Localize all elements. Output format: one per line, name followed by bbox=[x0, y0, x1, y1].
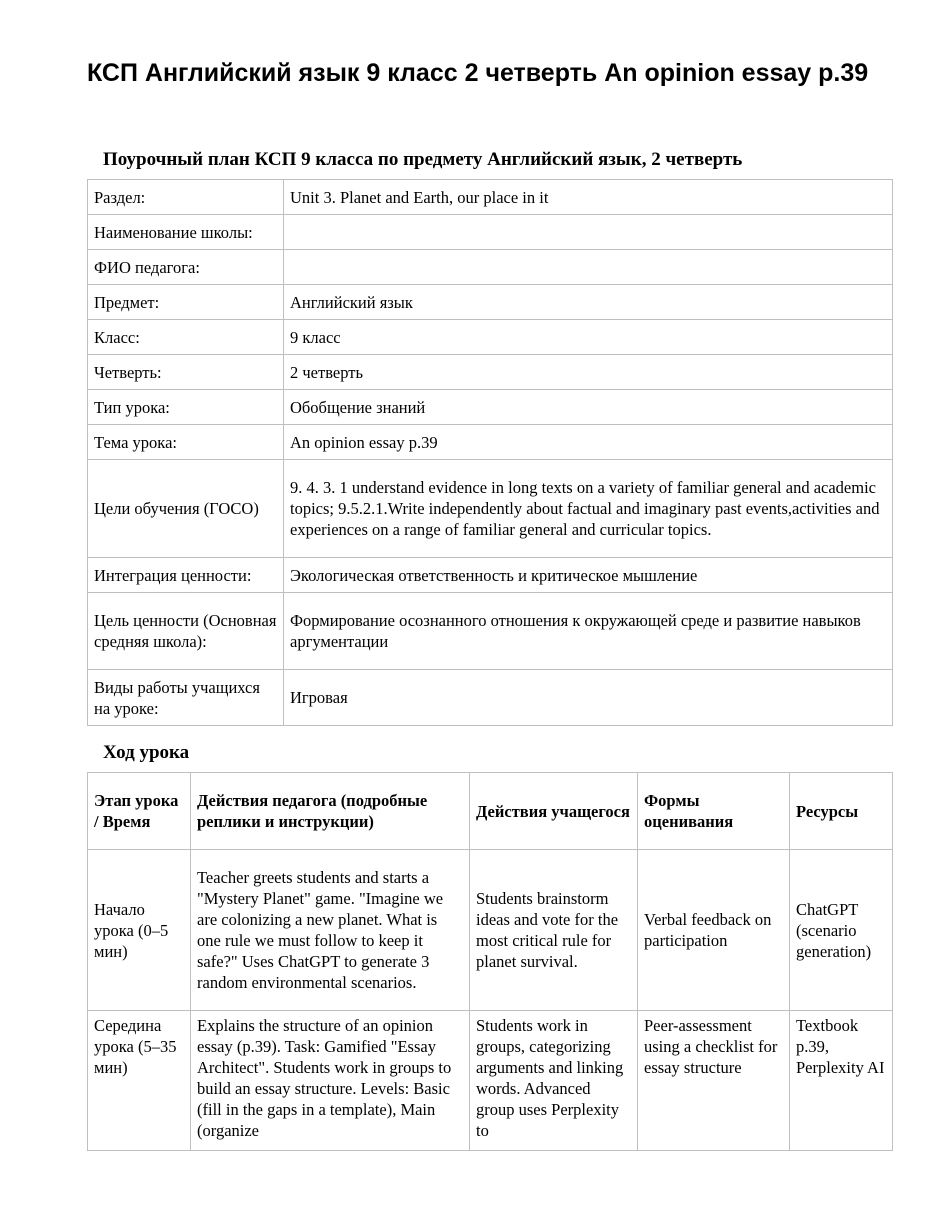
info-value bbox=[284, 215, 893, 250]
header-stage: Этап урока / Время bbox=[88, 773, 191, 850]
info-row-section bbox=[88, 180, 893, 215]
info-value: 9. 4. 3. 1 understand evidence in long texts on a variety of familiar general and academic topics; 9.5.2.1.Write independently about factual and imaginary past events,activities and experiences on a range of familiar general and curricular topics. bbox=[284, 460, 893, 558]
lesson-plan-heading: Поурочный план КСП 9 класса по предмету Английский язык, 2 четверть bbox=[103, 149, 743, 170]
info-label: Предмет: bbox=[88, 285, 284, 320]
info-value: 9 класс bbox=[284, 320, 893, 355]
info-label: Интеграция ценности: bbox=[88, 558, 284, 593]
info-row-value-integration bbox=[88, 558, 893, 593]
info-row-teacher bbox=[88, 250, 893, 285]
lesson-flow-table bbox=[87, 772, 893, 1151]
student-actions-cell bbox=[470, 1011, 638, 1151]
info-value: Формирование осознанного отношения к окружающей среде и развитие навыков аргументации bbox=[284, 593, 893, 670]
resources-text: Textbook p.39, Perplexity AI bbox=[796, 1016, 885, 1077]
flow-header-row bbox=[88, 773, 893, 850]
stage-text: Середина урока (5–35 мин) bbox=[94, 1016, 177, 1077]
assessment-cell: Verbal feedback on participation bbox=[638, 850, 790, 1011]
info-row-lesson-type bbox=[88, 390, 893, 425]
header-teacher-actions: Действия педагога (подробные реплики и инструкции) bbox=[191, 773, 470, 850]
info-value: Обобщение знаний bbox=[284, 390, 893, 425]
info-label: Четверть: bbox=[88, 355, 284, 390]
info-label: Наименование школы: bbox=[88, 215, 284, 250]
stage-cell: Начало урока (0–5 мин) bbox=[88, 850, 191, 1011]
info-label: Класс: bbox=[88, 320, 284, 355]
info-row-grade bbox=[88, 320, 893, 355]
resources-cell: ChatGPT (scenario generation) bbox=[790, 850, 893, 1011]
info-row-quarter bbox=[88, 355, 893, 390]
assessment-text: Peer-assessment using a checklist for essay structure bbox=[644, 1016, 778, 1077]
info-value bbox=[284, 250, 893, 285]
lesson-flow-heading: Ход урока bbox=[103, 742, 190, 763]
info-row-school bbox=[88, 215, 893, 250]
info-label: Тема урока: bbox=[88, 425, 284, 460]
info-row-value-goal bbox=[88, 593, 893, 670]
info-row-learning-goals bbox=[88, 460, 893, 558]
resources-cell bbox=[790, 1011, 893, 1151]
header-assessment: Формы оценивания bbox=[638, 773, 790, 850]
document-title: КСП Английский язык 9 класс 2 четверть An opinion essay p.39 bbox=[87, 59, 869, 87]
info-value: Игровая bbox=[284, 670, 893, 726]
info-value: Экологическая ответственность и критическое мышление bbox=[284, 558, 893, 593]
info-value: Английский язык bbox=[284, 285, 893, 320]
info-value: Unit 3. Planet and Earth, our place in it bbox=[284, 180, 893, 215]
info-label: Тип урока: bbox=[88, 390, 284, 425]
info-row-subject bbox=[88, 285, 893, 320]
header-resources: Ресурсы bbox=[790, 773, 893, 850]
flow-row-start bbox=[88, 850, 893, 1011]
info-row-work-types bbox=[88, 670, 893, 726]
info-label: ФИО педагога: bbox=[88, 250, 284, 285]
info-value: 2 четверть bbox=[284, 355, 893, 390]
teacher-actions-text: Explains the structure of an opinion essay (p.39). Task: Gamified "Essay Architect". Students work in groups to build an essay structure. Levels: Basic (fill in the gaps in a template), Main (organize bbox=[197, 1016, 452, 1140]
teacher-actions-cell: Teacher greets students and starts a "Mystery Planet" game. "Imagine we are colonizing a new planet. What is one rule we must follow to keep it safe?" Uses ChatGPT to generate 3 random environmental scenarios. bbox=[191, 850, 470, 1011]
assessment-cell bbox=[638, 1011, 790, 1151]
info-row-topic bbox=[88, 425, 893, 460]
student-actions-cell: Students brainstorm ideas and vote for the most critical rule for planet survival. bbox=[470, 850, 638, 1011]
info-label: Цель ценности (Основная средняя школа): bbox=[88, 593, 284, 670]
info-label: Виды работы учащихся на уроке: bbox=[88, 670, 284, 726]
lesson-info-table bbox=[87, 179, 893, 726]
info-label: Раздел: bbox=[88, 180, 284, 215]
student-actions-text: Students work in groups, categorizing arguments and linking words. Advanced group uses Perplexity to bbox=[476, 1016, 624, 1140]
info-value: An opinion essay p.39 bbox=[284, 425, 893, 460]
header-student-actions: Действия учащегося bbox=[470, 773, 638, 850]
stage-cell bbox=[88, 1011, 191, 1151]
teacher-actions-cell bbox=[191, 1011, 470, 1151]
info-label: Цели обучения (ГОСО) bbox=[88, 460, 284, 558]
flow-row-middle bbox=[88, 1011, 893, 1151]
